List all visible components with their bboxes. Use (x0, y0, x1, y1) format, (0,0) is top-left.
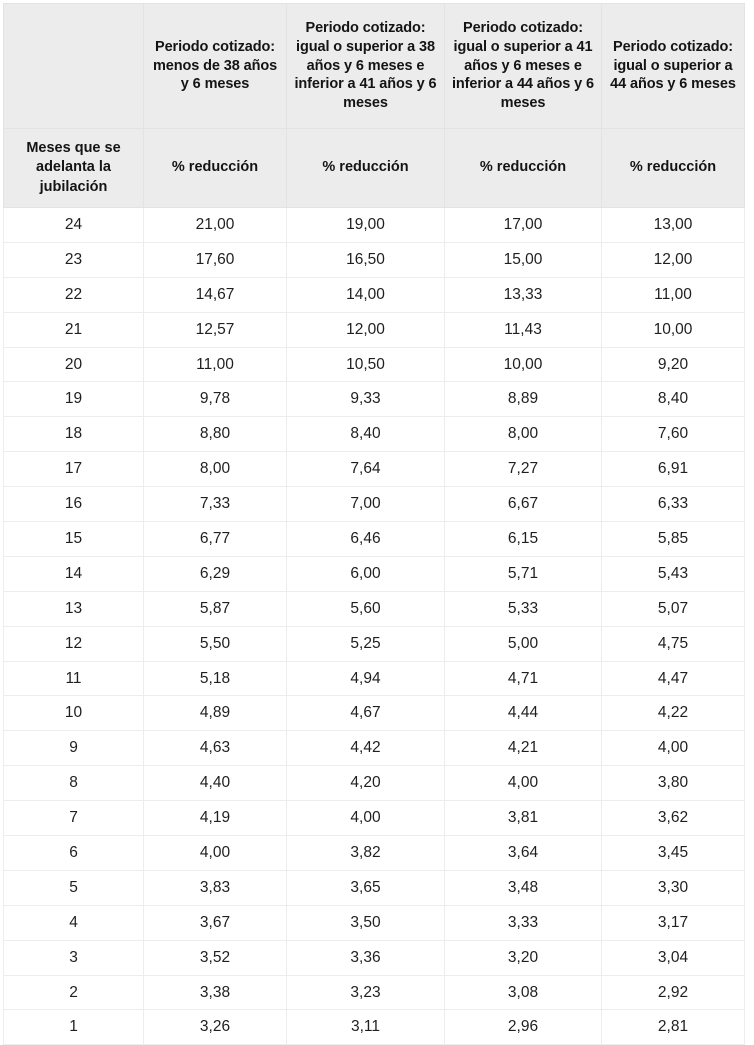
cell-reduction-pct-col-2: 4,00 (287, 801, 445, 836)
cell-reduction-pct-col-3: 3,33 (445, 905, 602, 940)
cell-reduction-pct-col-1: 8,00 (144, 452, 287, 487)
cell-reduction-pct-col-2: 4,42 (287, 731, 445, 766)
cell-reduction-pct-col-3: 17,00 (445, 208, 602, 243)
cell-reduction-pct-col-2: 10,50 (287, 347, 445, 382)
cell-reduction-pct-col-1: 14,67 (144, 277, 287, 312)
table-row (4, 731, 745, 766)
table-row (4, 487, 745, 522)
cell-reduction-pct-col-1: 5,18 (144, 661, 287, 696)
cell-reduction-pct-col-3: 3,64 (445, 836, 602, 871)
table-row (4, 626, 745, 661)
cell-reduction-pct-col-2: 5,25 (287, 626, 445, 661)
table-body (4, 208, 745, 1045)
table-row (4, 696, 745, 731)
cell-reduction-pct-col-4: 5,85 (602, 522, 745, 557)
cell-reduction-pct-col-1: 4,00 (144, 836, 287, 871)
cell-reduction-pct-col-4: 12,00 (602, 242, 745, 277)
cell-months-advanced: 1 (4, 1010, 144, 1045)
cell-reduction-pct-col-4: 10,00 (602, 312, 745, 347)
cell-reduction-pct-col-1: 21,00 (144, 208, 287, 243)
cell-reduction-pct-col-1: 7,33 (144, 487, 287, 522)
cell-reduction-pct-col-3: 4,00 (445, 766, 602, 801)
cell-months-advanced: 22 (4, 277, 144, 312)
header-row-units (4, 129, 745, 208)
pension-reduction-table (3, 3, 745, 1045)
cell-months-advanced: 24 (4, 208, 144, 243)
cell-reduction-pct-col-3: 3,48 (445, 870, 602, 905)
cell-reduction-pct-col-3: 5,71 (445, 556, 602, 591)
cell-reduction-pct-col-3: 11,43 (445, 312, 602, 347)
cell-reduction-pct-col-2: 3,11 (287, 1010, 445, 1045)
cell-reduction-pct-col-2: 8,40 (287, 417, 445, 452)
cell-months-advanced: 19 (4, 382, 144, 417)
header-period-col-1: Periodo cotizado: menos de 38 años y 6 meses (144, 4, 287, 129)
cell-reduction-pct-col-1: 3,67 (144, 905, 287, 940)
table-row (4, 556, 745, 591)
header-period-col-4: Periodo cotizado: igual o superior a 44 años y 6 meses (602, 4, 745, 129)
table-row (4, 242, 745, 277)
cell-months-advanced: 14 (4, 556, 144, 591)
header-row-periods (4, 4, 745, 129)
cell-reduction-pct-col-2: 3,50 (287, 905, 445, 940)
cell-reduction-pct-col-2: 3,65 (287, 870, 445, 905)
table-row (4, 591, 745, 626)
cell-reduction-pct-col-2: 4,67 (287, 696, 445, 731)
cell-months-advanced: 15 (4, 522, 144, 557)
cell-reduction-pct-col-2: 3,82 (287, 836, 445, 871)
cell-reduction-pct-col-2: 12,00 (287, 312, 445, 347)
cell-reduction-pct-col-2: 19,00 (287, 208, 445, 243)
cell-months-advanced: 9 (4, 731, 144, 766)
cell-months-advanced: 4 (4, 905, 144, 940)
cell-reduction-pct-col-4: 3,17 (602, 905, 745, 940)
header-period-col-2: Periodo cotizado: igual o superior a 38 años y 6 meses e inferior a 41 años y 6 meses (287, 4, 445, 129)
cell-reduction-pct-col-3: 5,33 (445, 591, 602, 626)
cell-reduction-pct-col-2: 4,94 (287, 661, 445, 696)
header-unit-col-2: % reducción (287, 129, 445, 208)
cell-reduction-pct-col-1: 3,52 (144, 940, 287, 975)
cell-months-advanced: 18 (4, 417, 144, 452)
cell-reduction-pct-col-1: 8,80 (144, 417, 287, 452)
header-months-advanced-label: Meses que se adelanta la jubilación (4, 129, 144, 208)
cell-months-advanced: 2 (4, 975, 144, 1010)
cell-months-advanced: 20 (4, 347, 144, 382)
cell-months-advanced: 17 (4, 452, 144, 487)
table-row (4, 347, 745, 382)
cell-reduction-pct-col-4: 3,45 (602, 836, 745, 871)
table-row (4, 1010, 745, 1045)
cell-reduction-pct-col-3: 10,00 (445, 347, 602, 382)
cell-reduction-pct-col-4: 9,20 (602, 347, 745, 382)
cell-reduction-pct-col-4: 3,30 (602, 870, 745, 905)
table-row (4, 312, 745, 347)
header-period-col-3: Periodo cotizado: igual o superior a 41 años y 6 meses e inferior a 44 años y 6 meses (445, 4, 602, 129)
table-row (4, 522, 745, 557)
cell-reduction-pct-col-4: 13,00 (602, 208, 745, 243)
table-row (4, 975, 745, 1010)
cell-reduction-pct-col-1: 3,26 (144, 1010, 287, 1045)
cell-months-advanced: 5 (4, 870, 144, 905)
cell-reduction-pct-col-4: 3,62 (602, 801, 745, 836)
cell-reduction-pct-col-2: 3,23 (287, 975, 445, 1010)
reduction-table-container (3, 3, 744, 1036)
cell-reduction-pct-col-1: 6,77 (144, 522, 287, 557)
cell-reduction-pct-col-3: 7,27 (445, 452, 602, 487)
table-row (4, 417, 745, 452)
cell-reduction-pct-col-2: 4,20 (287, 766, 445, 801)
cell-reduction-pct-col-2: 6,46 (287, 522, 445, 557)
cell-reduction-pct-col-2: 7,00 (287, 487, 445, 522)
cell-reduction-pct-col-4: 5,07 (602, 591, 745, 626)
cell-months-advanced: 23 (4, 242, 144, 277)
table-row (4, 277, 745, 312)
cell-reduction-pct-col-3: 3,81 (445, 801, 602, 836)
cell-reduction-pct-col-4: 6,91 (602, 452, 745, 487)
cell-reduction-pct-col-3: 3,08 (445, 975, 602, 1010)
cell-reduction-pct-col-4: 3,80 (602, 766, 745, 801)
cell-reduction-pct-col-3: 6,15 (445, 522, 602, 557)
cell-reduction-pct-col-2: 9,33 (287, 382, 445, 417)
cell-reduction-pct-col-1: 11,00 (144, 347, 287, 382)
cell-reduction-pct-col-4: 7,60 (602, 417, 745, 452)
table-row (4, 801, 745, 836)
cell-reduction-pct-col-1: 9,78 (144, 382, 287, 417)
cell-reduction-pct-col-1: 5,50 (144, 626, 287, 661)
cell-reduction-pct-col-4: 11,00 (602, 277, 745, 312)
cell-reduction-pct-col-2: 6,00 (287, 556, 445, 591)
cell-reduction-pct-col-1: 17,60 (144, 242, 287, 277)
cell-reduction-pct-col-3: 8,89 (445, 382, 602, 417)
cell-reduction-pct-col-3: 5,00 (445, 626, 602, 661)
cell-reduction-pct-col-2: 3,36 (287, 940, 445, 975)
cell-months-advanced: 12 (4, 626, 144, 661)
cell-reduction-pct-col-2: 16,50 (287, 242, 445, 277)
table-row (4, 208, 745, 243)
cell-reduction-pct-col-1: 4,40 (144, 766, 287, 801)
cell-reduction-pct-col-1: 4,63 (144, 731, 287, 766)
header-corner-blank (4, 4, 144, 129)
cell-reduction-pct-col-3: 3,20 (445, 940, 602, 975)
table-row (4, 766, 745, 801)
cell-months-advanced: 13 (4, 591, 144, 626)
cell-reduction-pct-col-3: 2,96 (445, 1010, 602, 1045)
table-row (4, 870, 745, 905)
cell-reduction-pct-col-2: 14,00 (287, 277, 445, 312)
cell-reduction-pct-col-4: 2,92 (602, 975, 745, 1010)
header-unit-col-1: % reducción (144, 129, 287, 208)
table-row (4, 452, 745, 487)
cell-reduction-pct-col-3: 4,21 (445, 731, 602, 766)
cell-reduction-pct-col-4: 3,04 (602, 940, 745, 975)
cell-months-advanced: 16 (4, 487, 144, 522)
cell-reduction-pct-col-1: 5,87 (144, 591, 287, 626)
table-row (4, 836, 745, 871)
cell-reduction-pct-col-2: 5,60 (287, 591, 445, 626)
table-header (4, 4, 745, 208)
table-row (4, 382, 745, 417)
cell-months-advanced: 11 (4, 661, 144, 696)
table-row (4, 661, 745, 696)
cell-reduction-pct-col-1: 12,57 (144, 312, 287, 347)
cell-reduction-pct-col-3: 8,00 (445, 417, 602, 452)
cell-months-advanced: 6 (4, 836, 144, 871)
cell-months-advanced: 10 (4, 696, 144, 731)
cell-months-advanced: 21 (4, 312, 144, 347)
cell-months-advanced: 7 (4, 801, 144, 836)
cell-reduction-pct-col-4: 5,43 (602, 556, 745, 591)
cell-reduction-pct-col-4: 4,47 (602, 661, 745, 696)
cell-reduction-pct-col-4: 8,40 (602, 382, 745, 417)
cell-reduction-pct-col-3: 15,00 (445, 242, 602, 277)
cell-reduction-pct-col-1: 3,83 (144, 870, 287, 905)
cell-reduction-pct-col-2: 7,64 (287, 452, 445, 487)
cell-reduction-pct-col-1: 6,29 (144, 556, 287, 591)
cell-reduction-pct-col-3: 4,71 (445, 661, 602, 696)
table-row (4, 940, 745, 975)
cell-months-advanced: 8 (4, 766, 144, 801)
cell-reduction-pct-col-3: 6,67 (445, 487, 602, 522)
table-row (4, 905, 745, 940)
cell-reduction-pct-col-1: 4,19 (144, 801, 287, 836)
cell-reduction-pct-col-4: 4,00 (602, 731, 745, 766)
cell-reduction-pct-col-4: 4,75 (602, 626, 745, 661)
cell-reduction-pct-col-4: 2,81 (602, 1010, 745, 1045)
cell-reduction-pct-col-4: 6,33 (602, 487, 745, 522)
cell-reduction-pct-col-3: 13,33 (445, 277, 602, 312)
cell-reduction-pct-col-3: 4,44 (445, 696, 602, 731)
cell-reduction-pct-col-1: 3,38 (144, 975, 287, 1010)
cell-reduction-pct-col-1: 4,89 (144, 696, 287, 731)
cell-months-advanced: 3 (4, 940, 144, 975)
header-unit-col-3: % reducción (445, 129, 602, 208)
cell-reduction-pct-col-4: 4,22 (602, 696, 745, 731)
header-unit-col-4: % reducción (602, 129, 745, 208)
